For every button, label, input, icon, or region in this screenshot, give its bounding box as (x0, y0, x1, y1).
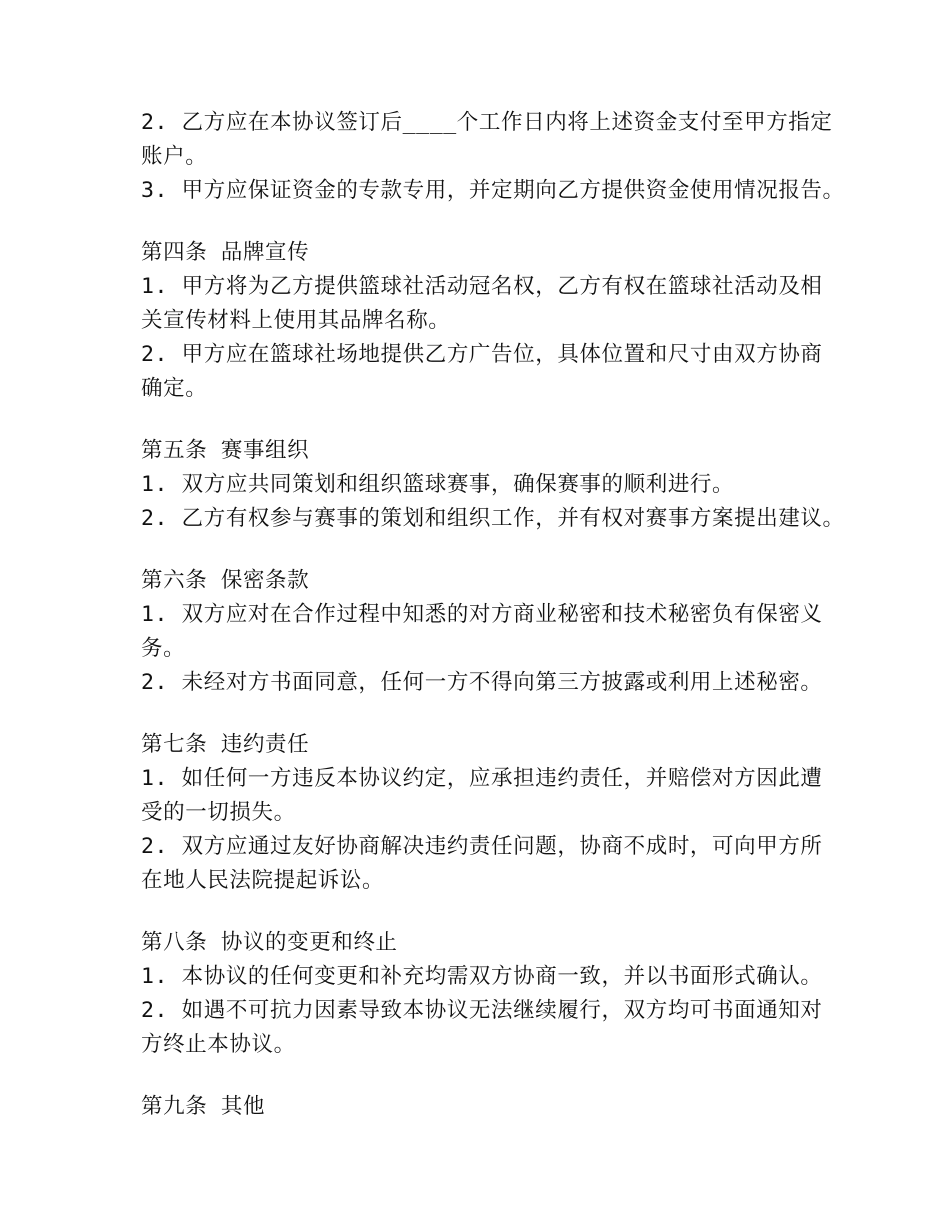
clause-8-item-2-line-1: 2. 如遇不可抗力因素导致本协议无法继续履行，双方均可书面通知对 (141, 998, 823, 1023)
clause-6-heading: 第六条 保密条款 (141, 568, 310, 593)
clause-8-item-1: 1. 本协议的任何变更和补充均需双方协商一致，并以书面形式确认。 (141, 964, 823, 989)
clause-5-item-1: 1. 双方应共同策划和组织篮球赛事，确保赛事的顺利进行。 (141, 472, 735, 497)
spacer (141, 898, 831, 926)
clause-3-item-3: 3. 甲方应保证资金的专款专用，并定期向乙方提供资金使用情况报告。 (141, 178, 845, 203)
clause-4-item-1-line-2: 关宣传材料上使用其品牌名称。 (141, 308, 451, 333)
clause-4-heading: 第四条 品牌宣传 (141, 240, 310, 265)
clause-8-item-2-line-2: 方终止本协议。 (141, 1032, 296, 1057)
spacer (141, 700, 831, 728)
clause-7-item-1-line-2: 受的一切损失。 (141, 800, 296, 825)
document-body (141, 106, 845, 1124)
clause-7-item-1-line-1: 1. 如任何一方违反本协议约定，应承担违约责任，并赔偿对方因此遭 (141, 766, 823, 791)
clause-7-heading: 第七条 违约责任 (141, 732, 310, 757)
spacer (141, 208, 831, 236)
clause-5-heading: 第五条 赛事组织 (141, 438, 310, 463)
clause-7-item-2-line-1: 2. 双方应通过友好协商解决违约责任问题，协商不成时，可向甲方所 (141, 834, 823, 859)
clause-6-item-1-line-1: 1. 双方应对在合作过程中知悉的对方商业秘密和技术秘密负有保密义 (141, 602, 823, 627)
clause-6-item-1-line-2: 务。 (141, 636, 186, 661)
clause-3-item-2-line-2: 账户。 (141, 144, 208, 169)
clause-6-item-2: 2. 未经对方书面同意，任何一方不得向第三方披露或利用上述秘密。 (141, 670, 823, 695)
clause-9-heading: 第九条 其他 (141, 1094, 266, 1119)
spacer (141, 1062, 831, 1090)
spacer (141, 406, 831, 434)
clause-5-item-2: 2. 乙方有权参与赛事的策划和组织工作，并有权对赛事方案提出建议。 (141, 506, 845, 531)
clause-4-item-2-line-1: 2. 甲方应在篮球社场地提供乙方广告位，具体位置和尺寸由双方协商 (141, 342, 823, 367)
clause-8-heading: 第八条 协议的变更和终止 (141, 930, 398, 955)
clause-4-item-2-line-2: 确定。 (141, 376, 208, 401)
clause-4-item-1-line-1: 1. 甲方将为乙方提供篮球社活动冠名权，乙方有权在篮球社活动及相 (141, 274, 823, 299)
clause-3-item-2-line-1: 2. 乙方应在本协议签订后____个工作日内将上述资金支付至甲方指定 (141, 110, 833, 135)
spacer (141, 536, 831, 564)
clause-7-item-2-line-2: 在地人民法院提起诉讼。 (141, 868, 385, 893)
